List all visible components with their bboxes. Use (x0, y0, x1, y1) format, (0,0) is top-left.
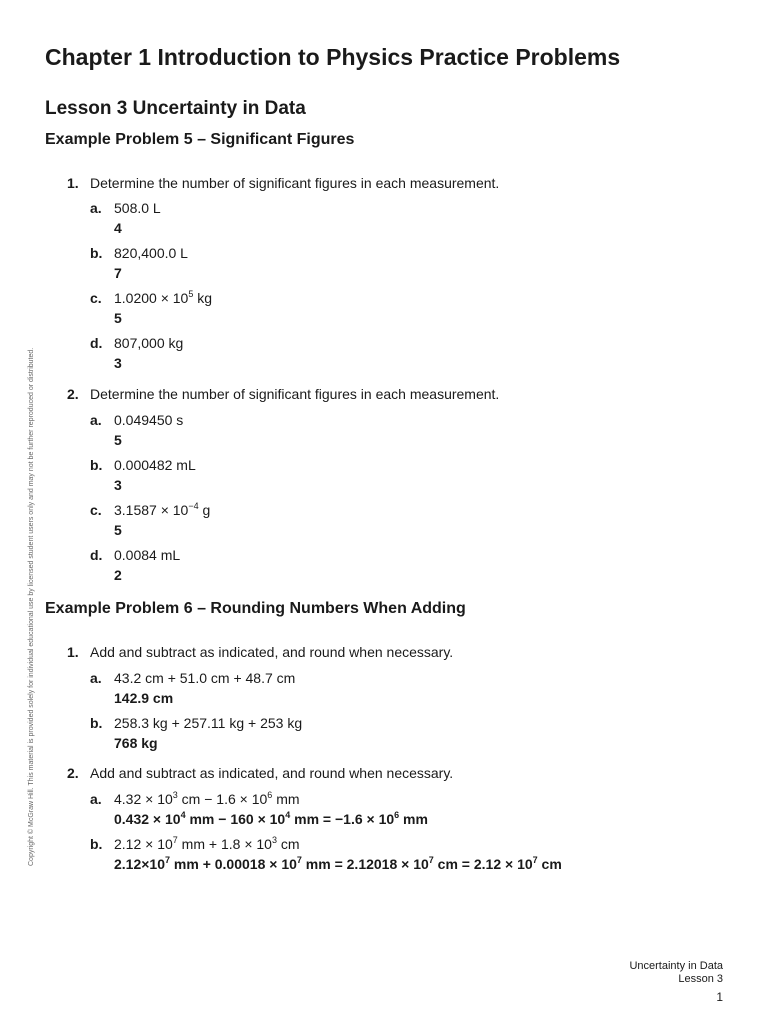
part-answer: 5 (114, 522, 122, 538)
part-prompt: $1.0200 \times 10^5$ kg (114, 289, 213, 306)
part-prompt: 0.0084 mL (114, 547, 181, 563)
chapter-title: Chapter 1 Introduction to Physics Practice Problems (45, 44, 621, 70)
question-text: Determine the number of significant figures in each measurement. (90, 175, 500, 191)
part-answer: 768 kg (114, 735, 158, 751)
part-letter: b. (90, 715, 103, 731)
part-letter: b. (90, 457, 103, 473)
section-title: Example Problem 6 – Rounding Numbers When Adding (45, 600, 466, 617)
part-letter: a. (90, 791, 102, 807)
part-letter: c. (90, 290, 102, 306)
question-number: 2. (67, 386, 79, 402)
part-answer: 5 (114, 310, 122, 326)
copyright-notice: Copyright © McGraw Hill. This material is provided solely for individual educational use by licensed student users only and may not be further reproduced or distributed. (28, 347, 35, 866)
part-answer: 7 (114, 265, 122, 281)
part-prompt: 258.3 kg + 257.11 kg + 253 kg (114, 715, 303, 731)
part-letter: d. (90, 335, 103, 351)
section-title: Example Problem 5 – Significant Figures (45, 131, 355, 148)
part-prompt: 820,400.0 L (114, 245, 188, 261)
part-answer: $2.12\times 10^7$ mm + $0.00018 \times 10^7$ mm = $2.12018 \times 10^7$ cm = $2.12 \times 10^7$ cm (114, 855, 562, 872)
question-number: 2. (67, 765, 79, 781)
part-answer: 2 (114, 567, 122, 583)
part-answer: 3 (114, 477, 122, 493)
question-number: 1. (67, 644, 79, 660)
footer (629, 960, 723, 986)
part-letter: a. (90, 200, 102, 216)
page-number: 1 (716, 990, 723, 1004)
part-letter: a. (90, 412, 102, 428)
question-text: Determine the number of significant figures in each measurement. (90, 386, 500, 402)
part-answer: 4 (114, 220, 122, 236)
part-prompt: $2.12 \times 10^7$ mm + $1.8 \times 10^3$ cm (114, 835, 300, 852)
part-letter: b. (90, 245, 103, 261)
part-answer: $0.432 \times 10^4$ mm − $160 \times 10^4$ mm = $-1.6 \times 10^6$ mm (114, 810, 428, 827)
part-answer: 3 (114, 355, 122, 371)
question-number: 1. (67, 175, 79, 191)
part-answer: 5 (114, 432, 122, 448)
question-text: Add and subtract as indicated, and round when necessary. (90, 765, 454, 781)
part-prompt: 807,000 kg (114, 335, 184, 351)
part-prompt: 508.0 L (114, 200, 161, 216)
part-prompt: 0.049450 s (114, 412, 184, 428)
part-answer: 142.9 cm (114, 690, 174, 706)
lesson-title: Lesson 3 Uncertainty in Data (45, 98, 306, 119)
part-prompt: 0.000482 mL (114, 457, 196, 473)
footer-lesson-title: Uncertainty in Data (629, 960, 723, 972)
footer-lesson-number: Lesson 3 (678, 973, 723, 985)
part-prompt: $3.1587 \times 10^{-4}$ g (114, 501, 211, 518)
question-text: Add and subtract as indicated, and round when necessary. (90, 644, 454, 660)
part-letter: b. (90, 836, 103, 852)
part-letter: a. (90, 670, 102, 686)
part-prompt: $4.32 \times 10^3$ cm − $1.6 \times 10^6$ mm (114, 790, 300, 807)
part-prompt: 43.2 cm + 51.0 cm + 48.7 cm (114, 670, 296, 686)
part-letter: d. (90, 547, 103, 563)
part-letter: c. (90, 502, 102, 518)
